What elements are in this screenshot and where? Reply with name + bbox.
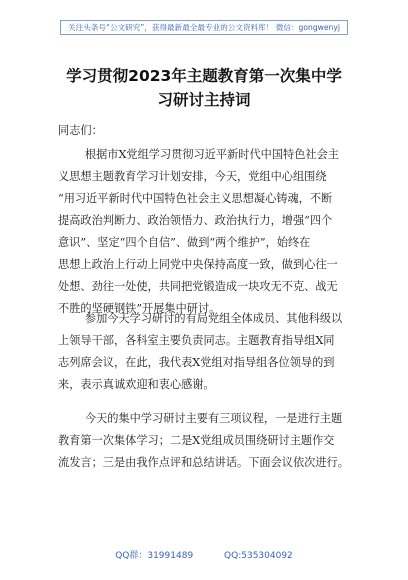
paragraph-line: 义思想主题教育学习计划安排，今天，党组中心组围绕 — [58, 170, 327, 183]
footer — [0, 548, 408, 561]
paragraph-line: 来，表示真诚欢迎和衷心感谢。 — [58, 378, 215, 391]
paragraph-line: 教育第一次集体学习；二是X党组成员围绕研讨主题作交 — [58, 434, 335, 447]
paragraph-line: 上领导干部，各科室主要负责同志。主题教育指导组X同 — [58, 334, 335, 347]
paragraph-line: 根据市X党组学习贯彻习近平新时代中国特色社会主 — [84, 148, 339, 161]
paragraph-line: 志列席会议，在此，我代表X党组对指导组各位领导的到 — [58, 356, 335, 369]
document-title-line-2: 习研讨主持词 — [157, 91, 251, 109]
document-title-line-1: 学习贯彻2023年主题教育第一次集中学 — [66, 67, 342, 85]
paragraph-line: 不胜的坚硬钢铁”开展集中研讨。 — [58, 302, 221, 315]
paragraph-line: 流发言；三是由我作点评和总结讲话。下面会议依次进行。 — [58, 456, 349, 469]
paragraph-line: 处想、劲往一处使，共同把党锻造成一块攻无不克、战无 — [58, 280, 338, 293]
paragraph-line: 今天的集中学习研讨主要有三项议程，一是进行主题 — [84, 412, 343, 425]
paragraph-3 — [58, 408, 358, 474]
footer-qq-group: QQ群：31991489 — [115, 551, 194, 561]
greeting: 同志们： — [58, 124, 103, 137]
paragraph-line: 意识”、坚定“四个自信”、做到“两个维护”，始终在 — [58, 236, 311, 249]
paragraph-line: “用习近平新时代中国特色社会主义思想凝心铸魂，不断 — [58, 192, 333, 205]
paragraph-2 — [58, 308, 358, 396]
paragraph-line: 思想上政治上行动上同党中央保持高度一致，做到心往一 — [58, 258, 338, 271]
header-banner: 关注头条号“公文研究”，获得最新最全最专业的公文资料库！ 微信：gongwenyj — [60, 20, 348, 35]
paragraph-line: 提高政治判断力、政治领悟力、政治执行力，增强“四个 — [58, 214, 333, 227]
paragraph-1 — [58, 144, 358, 320]
paragraph-line: 参加今天学习研讨的有局党组全体成员、其他科级以 — [84, 312, 343, 325]
footer-qq: QQ:535304092 — [224, 551, 293, 561]
